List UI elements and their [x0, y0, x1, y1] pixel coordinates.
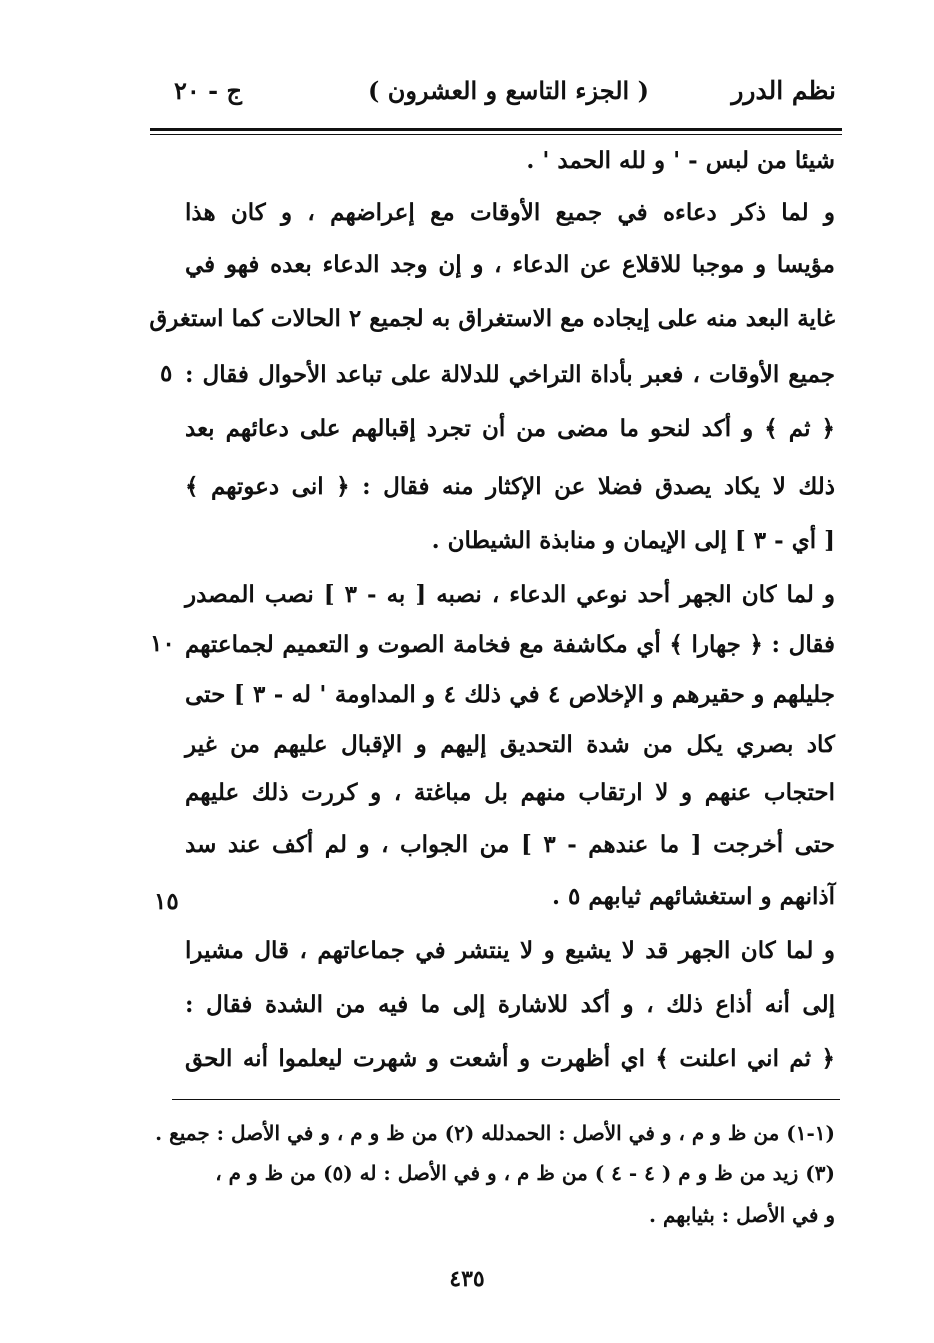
- footnote-line: و في الأصل : بثيابهم .: [649, 1203, 835, 1227]
- text-line: [ أي - ٣ ] إلى الإيمان و منابذة الشيطان .: [431, 527, 835, 554]
- text-line: حتى أخرجت [ ما عندهم - ٣ ] من الجواب ، و لم أكف عند سد: [185, 831, 835, 858]
- text-line: جميع الأوقات ، فعبر بأداة التراخي للدلالة على تباعد الأحوال فقال :: [185, 361, 835, 388]
- text-line: و لما كان الجهر قد لا يشيع و لا ينتشر في جماعاتهم ، قال مشيرا: [185, 937, 835, 964]
- text-line: شيئا من لبس - ' و لله الحمد ' .: [526, 147, 835, 174]
- text-line: جليلهم و حقيرهم و الإخلاص ٤ في ذلك ٤ و المداومة ' له - ٣ ] حتى: [185, 681, 835, 708]
- text-line: فقال : ﴿ جهارا ﴾ أي مكاشفة مع فخامة الصوت و التعميم لجماعتهم: [185, 631, 835, 658]
- text-line: ذلك لا يكاد يصدق فضلا عن الإكثار منه فقال : ﴿ انى دعوتهم ﴾: [185, 473, 835, 500]
- text-line: احتجاب عنهم و لا ارتقاب منهم بل مباغتة ، و كررت ذلك عليهم: [185, 779, 835, 806]
- text-line: غاية البعد منه على إيجاده مع الاستغراق به لجميع ٢ الحالات كما استغرق: [149, 305, 835, 332]
- text-line: كاد بصري يكل من شدة التحديق إليهم و الإقبال عليهم من غير: [185, 731, 836, 758]
- line-number-5: ٥: [160, 360, 173, 387]
- footnote-line: (٣) زيد من ظ و م ( ٤ - ٤ ) من ظ م ، و في الأصل : له (٥) من ظ و م ،: [215, 1161, 835, 1185]
- text-line: آذانهم و استغشائهم ثيابهم ٥ .: [551, 883, 835, 910]
- line-number-15: ١٥: [154, 888, 179, 915]
- text-line: و لما ذكر دعاءه في جميع الأوقات مع إعراضهم ، و كان هذا: [185, 199, 835, 226]
- line-number-10: ١٠: [150, 630, 175, 657]
- volume-number: ج - ٢٠: [174, 76, 242, 105]
- page-number: ٤٣٥: [449, 1266, 485, 1292]
- footnote-line: (١-١) من ظ و م ، و في الأصل : الحمدلله (٢) من ظ و م ، و في الأصل : جميع .: [155, 1121, 835, 1145]
- text-line: إلى أنه أذاع ذلك ، و أكد للاشارة إلى ما فيه من الشدة فقال :: [185, 991, 835, 1018]
- text-line: و لما كان الجهر أحد نوعي الدعاء ، نصبه [ به - ٣ ] نصب المصدر: [185, 581, 835, 608]
- book-title: نظم الدرر: [731, 76, 836, 105]
- footnote-rule: [172, 1099, 840, 1100]
- header-rule-thin: [150, 134, 842, 135]
- text-line: مؤيسا و موجبا للاقلاع عن الدعاء ، و إن وجد الدعاء بعده فهو في: [185, 251, 835, 278]
- header-rule-thick: [150, 128, 842, 131]
- text-line: ﴿ ثم اني اعلنت ﴾ اي أظهرت و أشعت و شهرت ليعلموا أنه الحق: [185, 1045, 835, 1072]
- part-title: ( الجزء التاسع و العشرون ): [368, 76, 649, 105]
- text-line: ﴿ ثم ﴾ و أكد لنحو ما مضى من أن تجرد إقبالهم على دعائهم بعد: [185, 415, 835, 442]
- page-header: [160, 76, 836, 120]
